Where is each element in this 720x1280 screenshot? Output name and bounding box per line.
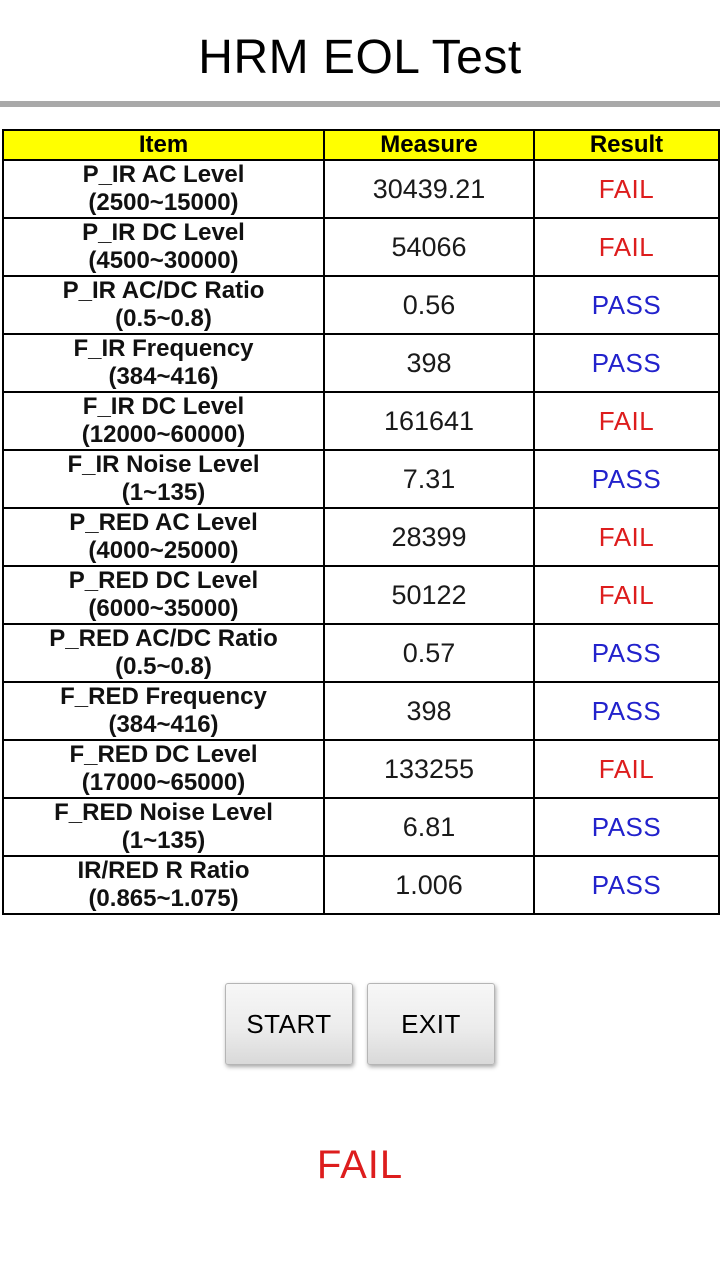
item-name: F_RED Noise Level — [54, 799, 273, 826]
result-cell — [534, 682, 719, 740]
result-cell-text: PASS — [591, 463, 662, 494]
item-cell — [3, 334, 324, 392]
results-table — [2, 129, 720, 915]
result-cell-text: PASS — [591, 347, 662, 378]
result-cell — [534, 740, 719, 798]
item-range: (0.5~0.8) — [115, 653, 212, 680]
item-name: IR/RED R Ratio — [77, 857, 250, 884]
item-cell — [3, 682, 324, 740]
start-button[interactable]: START — [225, 983, 353, 1065]
measure-value: 1.006 — [395, 869, 463, 900]
item-name: P_IR AC Level — [82, 161, 245, 188]
item-name: F_IR Frequency — [73, 335, 254, 362]
item-range: (1~135) — [121, 827, 206, 854]
measure-cell — [324, 276, 534, 334]
item-range: (384~416) — [108, 363, 219, 390]
item-range: (4500~30000) — [88, 247, 239, 274]
result-cell — [534, 276, 719, 334]
item-range: (0.865~1.075) — [88, 885, 239, 912]
measure-cell — [324, 682, 534, 740]
item-range: (17000~65000) — [81, 769, 246, 796]
measure-value: 50122 — [391, 579, 467, 610]
table-row — [3, 798, 719, 856]
measure-cell — [324, 856, 534, 914]
item-range: (12000~60000) — [81, 421, 246, 448]
result-cell-text: FAIL — [598, 753, 655, 784]
measure-cell — [324, 392, 534, 450]
item-range: (0.5~0.8) — [115, 305, 212, 332]
measure-value: 0.57 — [402, 637, 456, 668]
item-name: P_RED AC/DC Ratio — [49, 625, 278, 652]
item-name: P_RED DC Level — [68, 567, 259, 594]
title-divider — [0, 101, 720, 107]
table-row — [3, 740, 719, 798]
page-title: HRM EOL Test — [198, 31, 522, 84]
measure-value: 398 — [406, 695, 452, 726]
result-cell — [534, 392, 719, 450]
result-cell — [534, 566, 719, 624]
measure-cell — [324, 566, 534, 624]
table-row — [3, 508, 719, 566]
table-row — [3, 276, 719, 334]
item-cell — [3, 160, 324, 218]
table-row — [3, 218, 719, 276]
measure-value: 28399 — [391, 521, 467, 552]
result-cell-text: PASS — [591, 289, 662, 320]
measure-cell — [324, 160, 534, 218]
measure-cell — [324, 450, 534, 508]
button-row — [0, 983, 720, 1065]
item-name: F_IR Noise Level — [67, 451, 260, 478]
item-cell — [3, 856, 324, 914]
measure-cell — [324, 740, 534, 798]
item-cell — [3, 218, 324, 276]
item-cell — [3, 566, 324, 624]
result-cell-text: PASS — [591, 869, 662, 900]
column-header-measure: Measure — [324, 130, 534, 160]
measure-value: 54066 — [391, 231, 467, 262]
item-range: (1~135) — [121, 479, 206, 506]
result-cell-text: PASS — [591, 811, 662, 842]
table-row — [3, 566, 719, 624]
item-cell — [3, 798, 324, 856]
item-name: P_IR AC/DC Ratio — [62, 277, 265, 304]
table-row — [3, 392, 719, 450]
measure-cell — [324, 218, 534, 276]
measure-value: 161641 — [383, 405, 475, 436]
item-range: (4000~25000) — [88, 537, 239, 564]
result-cell — [534, 624, 719, 682]
result-cell — [534, 160, 719, 218]
result-cell — [534, 450, 719, 508]
table-row — [3, 334, 719, 392]
result-cell-text: FAIL — [598, 521, 655, 552]
measure-value: 6.81 — [402, 811, 456, 842]
result-cell — [534, 334, 719, 392]
result-cell-text: FAIL — [598, 173, 655, 204]
result-cell-text: PASS — [591, 637, 662, 668]
measure-cell — [324, 508, 534, 566]
item-range: (384~416) — [108, 711, 219, 738]
result-cell-text: FAIL — [598, 579, 655, 610]
column-header-result: Result — [534, 130, 719, 160]
item-cell — [3, 508, 324, 566]
item-cell — [3, 392, 324, 450]
table-row — [3, 160, 719, 218]
table-row — [3, 856, 719, 914]
item-cell — [3, 450, 324, 508]
result-cell — [534, 218, 719, 276]
result-cell-text: PASS — [591, 695, 662, 726]
measure-value: 7.31 — [402, 463, 456, 494]
item-cell — [3, 624, 324, 682]
measure-cell — [324, 798, 534, 856]
measure-cell — [324, 624, 534, 682]
result-cell — [534, 508, 719, 566]
measure-value: 133255 — [383, 753, 475, 784]
measure-value: 30439.21 — [372, 173, 486, 204]
item-range: (2500~15000) — [88, 189, 239, 216]
measure-value: 0.56 — [402, 289, 456, 320]
item-name: F_RED Frequency — [60, 683, 267, 710]
measure-value: 398 — [406, 347, 452, 378]
item-name: P_RED AC Level — [69, 509, 258, 536]
column-header-item: Item — [3, 130, 324, 160]
result-cell-text: FAIL — [598, 231, 655, 262]
result-cell — [534, 856, 719, 914]
table-row — [3, 682, 719, 740]
result-cell-text: FAIL — [598, 405, 655, 436]
measure-cell — [324, 334, 534, 392]
table-header-row — [3, 130, 719, 160]
table-row — [3, 450, 719, 508]
item-name: F_IR DC Level — [82, 393, 245, 420]
item-name: F_RED DC Level — [69, 741, 258, 768]
item-name: P_IR DC Level — [82, 219, 245, 246]
item-cell — [3, 276, 324, 334]
results-table-body — [3, 160, 719, 914]
table-row — [3, 624, 719, 682]
item-range: (6000~35000) — [88, 595, 239, 622]
item-cell — [3, 740, 324, 798]
exit-button[interactable]: EXIT — [367, 983, 495, 1065]
overall-result-text: FAIL — [316, 1143, 404, 1187]
result-cell — [534, 798, 719, 856]
